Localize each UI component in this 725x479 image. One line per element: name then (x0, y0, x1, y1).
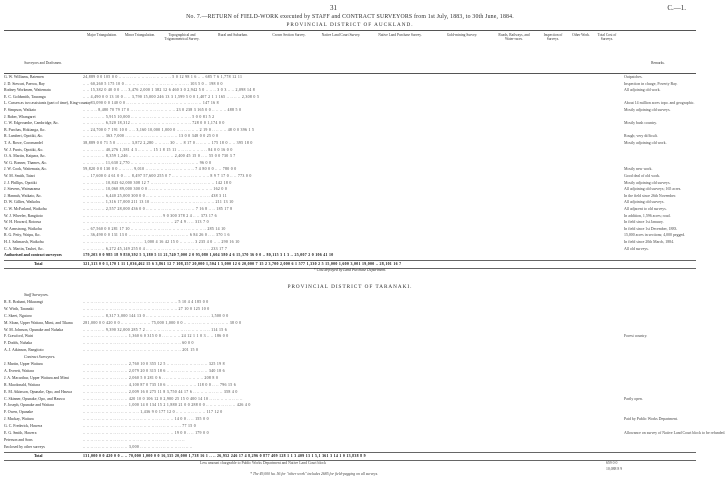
header-col-10: Other Work. (572, 33, 590, 37)
surveyor-name: C. Skeet, Ngatoro (4, 313, 32, 318)
table-row (4, 437, 696, 443)
total-row (4, 453, 696, 459)
row-values: .. .. .. .. .. .. 8,359 1,246 .. .. .. .. .. .. .. .. .. .. .. .. 2,400 45 15 0 .. .. 55 0 0 730 3 7 (83, 154, 236, 159)
footnote-taranaki: * The 49,000 ha. 56 for "other work" includes 2685 for field-pegging on all surveys. (250, 472, 379, 476)
surveyor-name: R. E. Brabant, Hikurangi (4, 299, 43, 304)
taranaki-footer-value1: 659 0 0 (606, 461, 618, 465)
surveyor-name: T. A. Rowe, Coromandel (4, 141, 43, 145)
surveyor-name: J. Hannah, Waikato, &c. (4, 193, 42, 198)
document-code: C.—1. (667, 4, 686, 12)
table-row (4, 239, 696, 245)
table-row (4, 444, 696, 450)
surveyor-name: F. Crawford, Wairi (4, 334, 34, 339)
surveyor-name: Staff Surveyors. (24, 293, 49, 297)
table-row (4, 114, 696, 120)
table-row (4, 186, 696, 192)
header-col-4: Crown Section Survey. (272, 33, 306, 37)
table-row (4, 252, 696, 258)
surveyor-name: J. Baber, Whangarei (4, 114, 36, 119)
row-values: .. .. .. .. .. .. .. .. .. .. .. .. 420 10 0 106 12 0 2,900 25 15 0 400 14 10 .. .. .. .. .. .. .. .. .. (83, 396, 243, 401)
table-row (4, 306, 696, 312)
surveyor-name: Contract Surveyors. (24, 355, 56, 360)
row-values: 59,820 0 0 130 0 0 .. .. .. .. 9,010 .. .. .. .. .. .. .. .. .. .. .. .. .. 7 4 80 0 0 .. .. 780 0 0 (83, 167, 237, 172)
row-values: .. .. .. .. .. .. 10,060 89,000 300 0 0 .. .. .. .. .. .. .. .. .. .. .. .. .. .. .. .. .. 162 0 0 (83, 187, 228, 192)
row-remarks: About 14 million acres topo. and geographic. (624, 101, 695, 106)
header-col-2: Topographical and Trigonometrical Survey. (164, 33, 200, 42)
header-surveyors: Surveyors and Draftsmen. (24, 61, 62, 65)
table-row (4, 416, 696, 422)
table-row (4, 160, 696, 166)
row-values: 38,889 0 0 71 5 0 .. .. .. .. 3,872 2,280 .. .. .. .. 30 .. .. 8 17 0 .. .. .. .. 175 18 0 .. .. 395 18 0 (83, 141, 253, 145)
table-row (4, 153, 696, 159)
surveyor-name: W. M. Johnson, Opunake and Nuhaka (4, 327, 64, 332)
row-remarks: Allowance on survey of Native Land Court block to be refunded. (624, 431, 725, 435)
surveyor-name: A. Everett, Waitara (4, 368, 34, 373)
total-rule-bottom (4, 460, 696, 461)
row-remarks: Mostly new work. (624, 167, 653, 172)
table-row (4, 299, 696, 305)
row-values: .. .. .. .. .. .. 10,843 62,000 308 12 7 .. .. .. .. .. .. .. .. .. .. .. .. .. .. .. .. .. 142 18 0 (83, 180, 232, 185)
table-row (4, 354, 696, 360)
surveyor-name: J. W. Cook, Waitemata, &c. (4, 167, 48, 172)
header-col-11: Total Cost of Surveys. (597, 33, 617, 42)
row-values: .. .. .. .. .. .. .. .. .. .. .. .. .. .. .. .. .. .. .. .. .. .. .. .. 14 0 0 .. .. 155 0 0 (83, 417, 209, 422)
table-row (4, 94, 696, 100)
surveyor-name: R. Macdonald, Waitara (4, 382, 40, 387)
row-values: .. .. .. .. .. .. .. .. .. .. .. .. .. .. .. .. .. .. .. .. .. .. .. .. 19 0 0 .. .. 179 0 0 (83, 431, 209, 435)
surveyor-name: G. C. Frederick, Hawera (4, 424, 43, 429)
row-values: .. .. 83,090 0 0 140 0 0 .. .. .. .. .. .. .. .. .. .. .. .. .. .. .. .. .. .. .. .. 147 16 8 (83, 101, 219, 106)
row-remarks: All adjoining old work. (624, 88, 661, 93)
surveyor-name: F. Simpson, Waikato (4, 108, 37, 112)
table-row (4, 127, 696, 133)
surveyor-name: Peterson and Sons (4, 437, 33, 442)
surveyor-name: E. G. Smith, Hawera (4, 431, 37, 435)
surveyor-name: J. A. Macarthur, Upper Waitara and Mimi (4, 375, 69, 380)
table-row (4, 402, 696, 408)
table-row (4, 226, 696, 232)
taranaki-footer-value2: 10,088 8 9 (606, 467, 623, 471)
row-remarks: Inspection in charge, Poverty Bay. (624, 81, 678, 86)
table-row (4, 389, 696, 395)
surveyor-name: H. J. Saltmarsh, Waikohu (4, 240, 44, 244)
row-values: .. .. 17,600 0 4 61 0 0 .. .. 8,497 57,600 255 0 7 .. .. .. .. .. .. .. .. .. .. 8 9 7 17 0 .. .. 773 0 0 (83, 174, 252, 178)
row-values: .. .. .. .. .. .. .. .. .. .. .. .. .. .. .. 1,436 9 0 177 12 0 .. .. .. .. .. .. .. .. 117 12 0 (83, 410, 223, 415)
row-remarks: All adjacent to old surveys. (624, 207, 667, 211)
surveyor-name: G. W. Williams, Batemen (4, 75, 44, 79)
row-remarks: In field since 1st January. (624, 220, 664, 225)
row-remarks: Mostly bush country. (624, 121, 657, 126)
table-row (4, 100, 696, 106)
surveyor-name: Enclosed by other surveys (4, 444, 45, 449)
row-remarks: Rough; very difficult. (624, 134, 658, 139)
district-auckland-heading: PROVINCIAL DISTRICT OF AUCKLAND. (286, 22, 414, 28)
table-row (4, 375, 696, 381)
table-row (4, 292, 696, 298)
footnote-auckland: * Cost defrayed by Land Purchase Department. (313, 268, 387, 272)
table-row (4, 320, 696, 326)
row-remarks: All adjoining old surveys; 165 acres. (624, 187, 682, 192)
row-values: .. .. .. .. .. .. 9,390 32,000 285 7 2 .. .. .. .. .. .. .. .. .. .. .. .. .. .. .. .. .. 114 15 6 (83, 327, 228, 332)
table-row (4, 409, 696, 415)
header-col-9: Inspection of Surveys. (543, 33, 563, 42)
row-remarks: Mostly adjoining old work. (624, 141, 667, 145)
surveyor-name: C. W. Edgecumbe, Cambridge, &c. (4, 121, 59, 126)
row-values: .. .. .. .. .. .. .. .. .. .. .. .. .. .. .. .. 1,000 4 16 42 15 0 .. .. .. .. 3 235 4 0 .. .. 290 16 10 (83, 240, 240, 244)
header-col-1: Minor Triangulation. (124, 33, 156, 37)
total-label: Total (34, 261, 43, 266)
row-values: .. .. .. .. .. .. .. .. .. .. .. .. .. .. .. .. .. .. .. .. .. .. .. .. .. .. 201 15 0 (83, 348, 199, 353)
row-values: .. .. .. .. .. .. 2,557 28,000 436 0 0 .. .. .. .. .. .. .. .. .. .. .. .. .. 7 16 8 .. .. 185 17 8 (83, 207, 233, 211)
row-values: 281,000 0 0 420 0 0 .. .. .. .. .. .. .. .. 75,000 1,000 0 0 .. .. .. .. .. .. .. .. .. .. .. .. 38 0 0 (83, 320, 242, 325)
table-row (4, 166, 696, 172)
header-col-5: Native Land Court Survey. (321, 33, 361, 37)
header-col-12: Remarks. (651, 61, 665, 65)
surveyor-name: B. Purchas, Hokianga, &c. (4, 127, 46, 132)
total-label: Total (34, 453, 43, 458)
row-values: .. .. .. .. .. .. 5,915 10,000 .. .. .. .. .. .. .. .. .. .. .. .. .. .. .. .. 5 0 0 81 5 2 (83, 114, 215, 119)
row-remarks: 15,000 acres in sections; 4,000 pegged. (624, 233, 686, 238)
row-remarks: Mostly adjoining old surveys. (624, 108, 671, 112)
total-values: 131,000 0 0 420 0 0 .. .. 70,000 1,000 0 0 16,335 20,000 1,738 16 1 .. .. 26,952 246 17 4 8,296 0 877 409 128 1 1 3 409 13 1 5,1 361 3 14 1 0 13,838 8 9 (83, 453, 366, 458)
table-row (4, 213, 696, 219)
surveyor-name: J. Martin, Upper Waitara (4, 362, 43, 366)
taranaki-footer-text: Less amount chargeable to Public Works Department and Native Land Court block (200, 461, 326, 465)
header-col-8: Roads, Railways, and Water-races. (498, 33, 530, 42)
surveyor-name: J. Mackay, Waitara (4, 417, 34, 422)
surveyor-name: M. Sloan, Upper Waitara, Mimi, and Tikana (4, 320, 73, 325)
table-row (4, 219, 696, 225)
surveyor-name: Rodney Workmen, Waitemata (4, 88, 51, 93)
row-values: .. .. 4,490 0 0 13 10 0 .. .. 3,790 15,000 246 13 3 1,599 5 0 0 1,407 2 1 1 165 .. .. .. .. 2,308 0 5 (83, 94, 260, 99)
table-row (4, 313, 696, 319)
surveyor-name: D. W. Gillies, Waikohu (4, 200, 41, 205)
table-row (4, 173, 696, 179)
row-values: .. .. .. .. .. .. 6,272 45,149 255 0 4 .. .. .. .. .. .. .. .. .. .. .. .. .. .. .. .. .. 233 17 7 (83, 246, 228, 251)
surveyor-name: R. Lambert, Opotiki, &c. (4, 134, 44, 139)
table-row (4, 246, 696, 252)
surveyor-name: J. Stevens, Waimarama (4, 187, 41, 192)
row-values: .. .. .. .. .. .. .. .. .. .. .. .. 2,009 16 0 275 11 8 3,750 44 17 6 .. .. .. .. .. .. .. .. 358 4 0 (83, 389, 238, 394)
row-values: .. .. .. .. .. .. 363 7,000 .. .. .. .. .. .. .. .. .. .. .. .. .. .. 13 0 0 348 0 0 25 0 0 (83, 134, 219, 139)
surveyor-name: W. H. Howard, Rotorua (4, 220, 42, 225)
row-remarks: In field since 1st December, 1883. (624, 226, 678, 231)
row-values: .. .. .. .. .. .. .. .. .. .. .. .. 2,079 20 0 315 18 6 .. .. .. .. .. .. .. .. .. .. .. 340 18 6 (83, 368, 225, 373)
table-row (4, 74, 696, 80)
row-values: .. .. .. .. .. .. 11,630 2,770 .. .. .. .. .. .. .. .. .. .. .. .. .. .. .. .. .. .. 96 0 0 (83, 160, 212, 165)
row-values: .. .. .. .. .. .. .. .. .. .. .. .. .. .. .. .. .. .. .. .. .. .. .. .. .. .. .. (83, 437, 185, 442)
surveyor-name: O. A. Martin, Kaipara, &c. (4, 154, 46, 159)
row-values: .. .. .. .. 8,480 70 79 17 0 .. .. .. .. .. .. .. .. .. .. .. .. 23 0 238 3 165 0 0 .. .. .. .. 488 5 0 (83, 108, 242, 112)
row-values: .. .. .. .. .. .. .. .. .. .. .. .. .. .. .. .. .. .. .. .. .. .. .. .. .. .. 77 15 0 (83, 424, 197, 429)
row-remarks: In the field since 26th November. (624, 193, 677, 198)
surveyor-name: W. M. Smith, Taiari (4, 174, 35, 178)
surveyor-name: A. J. Atkinson, Rangitoto (4, 348, 44, 353)
row-values: 179,203 0 0 985 18 9 830,392 5 3,180 5 11 21,740 7,000 2 0 95,080 1,604 580 4 6 15,370 36 0 0 .. 80,115 3 1 3 .. 25,007 2 0 106 41 10 (83, 253, 334, 258)
row-values: .. .. .. .. .. .. .. .. .. .. .. .. .. .. .. .. .. .. .. .. .. .. .. .. .. .. 60 0 0 (83, 341, 194, 346)
surveyor-name: F. Dodds, Nuhaka (4, 341, 33, 346)
row-values: .. .. .. .. .. .. .. .. .. .. .. .. 2,060 5 0 281 0 6 .. .. .. .. .. .. .. .. .. .. .. 208 8 0 (83, 375, 219, 380)
row-values: .. .. 24,700 0 7 191 10 0 .. .. 3,160 10,000 1,000 0 .. .. .. .. .. .. 2 19 0 .. .. .. .. 48 0 0 396 1 5 (83, 127, 255, 132)
surveyor-name: W. Armstrong, Waikohu (4, 226, 42, 231)
row-values: .. .. .. .. .. .. .. .. .. .. .. .. 3,000 .. .. .. .. .. .. .. .. .. .. .. .. .. .. (83, 444, 193, 449)
table-row (4, 327, 696, 333)
row-values: .. .. .. .. .. .. .. .. .. .. .. .. 1,000 14 0 134 15 2 1,880 21 0 0 288 0 0 .. .. .. .. .. .. .. .. 426 4 0 (83, 403, 251, 408)
row-values: .. .. .. .. .. .. .. .. .. .. .. .. .. .. .. .. .. .. .. .. .. .. .. .. .. 5 10 4 4 185 0 0 (83, 299, 209, 304)
table-row (4, 333, 696, 339)
row-values: .. .. .. .. .. .. .. .. .. .. .. .. 4,100 87 0 735 10 6 .. .. .. .. .. .. .. .. 118 0 0 .. .. 796 15 6 (83, 382, 237, 387)
table-row (4, 120, 696, 126)
surveyor-name: E. C. Goldsmith, Tauranga (4, 94, 46, 99)
total-row (4, 261, 696, 267)
surveyor-name: E. M. Atkinson, Opunake, Opo, and Hauwa (4, 389, 72, 394)
row-values: .. .. .. .. .. .. 6,440 25,000 300 0 0 .. .. .. .. .. .. .. .. .. .. .. .. .. .. .. .. .. 438 3 11 (83, 193, 228, 198)
table-row (4, 361, 696, 367)
surveyor-name: R. G. Petty, Waipu, &c. (4, 233, 41, 238)
row-values: .. .. .. .. .. .. 6,520 18,312 .. .. .. .. .. .. .. .. .. .. .. .. .. .. .. .. 728 0 0 1,174 0 0 (83, 121, 225, 126)
surveyor-name: C. W. McFarland, Waikohu (4, 207, 47, 211)
table-row (4, 396, 696, 402)
surveyor-name: W. G. Bonner, Thames, &c. (4, 160, 48, 165)
row-values: .. .. .. .. .. .. .. .. .. .. .. .. 2,760 10 0 355 12 5 .. .. .. .. .. .. .. .. .. .. .. 325 19 8 (83, 362, 225, 366)
table-row (4, 368, 696, 374)
row-remarks: Partly open. (624, 396, 643, 401)
row-remarks: Paid by Public Works Department. (624, 417, 678, 422)
surveyor-name: C. Skinner, Opunake, Opo, and Hauwa (4, 396, 65, 401)
row-values: 24,889 0 0 105 0 0 .. .. .. .. .. .. .. .. .. .. .. .. .. .. 5 0 12 98 1 6 .. .. 685 7 6 1,778 12 11 (83, 75, 243, 79)
header-col-7: Gold-mining Survey. (446, 33, 478, 37)
row-values: .. .. 67,560 0 0 281 17 10 .. .. .. .. .. .. .. .. .. .. .. .. .. .. .. .. .. .. .. .. 285 14 10 (83, 226, 226, 231)
total-values: 321,313 0 0 1,170 1 11 1,036,462 15 6 3,861 12 7 108,157 20,000 1,504 1 5,000 12 6 20,000 7 15 2 3,700 2,000 6 1 577 1,330 2 5 15,000 1,600 3,001 19,000 .. 28,101 16 7 (83, 261, 402, 266)
row-values: .. .. .. .. .. .. 40,276 1,581 4 3 .. .. .. .. 15 1 8 15 11 .. .. .. .. .. .. .. .. 84 0 0 16 0 0 (83, 147, 233, 152)
row-values: .. .. 15,382 0 40 0 0 .. .. 3,476 2,000 1 382 12 6 460 3 0 2,942 5 0 .. .. .. 3 0 3 .. .. 2,098 14 8 (83, 88, 256, 93)
row-values: .. .. 36,490 0 0 131 13 0 .. .. .. .. .. .. .. .. .. .. .. .. .. .. .. .. 6 84 26 0 .. .. 370 1 6 (83, 233, 230, 238)
row-remarks: Good deal of old work. (624, 174, 661, 178)
table-row (4, 206, 696, 212)
table-header (4, 30, 696, 74)
row-values: .. .. .. .. .. .. 8,317 3,000 144 13 0 .. .. .. .. .. .. .. .. .. .. .. .. .. .. .. .. .. 1,500 0 0 (83, 313, 229, 318)
surveyor-name: W. J. Wheeler, Rangitoto (4, 213, 43, 218)
page-number: 31 (330, 4, 337, 12)
table-row (4, 147, 696, 153)
table-row (4, 140, 696, 146)
header-col-6: Native Land Purchase Survey. (378, 33, 422, 37)
table-row (4, 107, 696, 113)
table-row (4, 347, 696, 353)
surveyor-name: F. Joseph, Opunake and Waitara (4, 403, 54, 408)
table-row (4, 382, 696, 388)
row-remarks: Mostly adjoining old surveys. (624, 180, 671, 185)
surveyor-name: W. J. Parris, Opotiki, &c. (4, 147, 44, 152)
surveyor-name: F. Owen, Opunake (4, 410, 34, 415)
page-title: No. 7.—RETURN of FIELD-WORK executed by STAFF and CONTRACT SURVEYORS from 1st July, 1883, to 30th June, 1884. (186, 14, 514, 20)
table-row (4, 423, 696, 429)
table-row (4, 180, 696, 186)
surveyor-name: J. D. Stewart, Paeroa, Bay (4, 81, 45, 86)
table-row (4, 87, 696, 93)
row-remarks: Forest country. (624, 334, 648, 339)
surveyor-name: Authorised and contract surveyors (4, 253, 62, 258)
table-row (4, 133, 696, 139)
row-values: .. .. .. .. .. .. .. .. .. .. .. .. 1,360 6 0 315 0 0 .. .. .. .. .. 24 12 1 1 0 3 .. .. 186 0 0 (83, 334, 229, 339)
table-row (4, 340, 696, 346)
row-remarks: Outpatches. (624, 75, 643, 79)
row-values: .. .. .. .. .. .. .. .. .. .. .. .. .. .. .. .. .. .. .. .. .. 9 0 300 378 2 4 .. .. 373 17 6 (83, 213, 217, 218)
row-values: .. .. 60,260 5 175 10 0 .. .. .. .. .. .. .. .. .. .. .. .. .. .. .. .. .. 103 5 0 .. 198 0 0 (83, 81, 223, 86)
row-remarks: All adjoining old surveys. (624, 200, 665, 205)
row-remarks: In field since 20th March, 1884. (624, 240, 675, 244)
surveyor-name: J. J. Phillips, Opotiki (4, 180, 37, 185)
row-values: .. .. .. .. .. .. .. .. .. .. .. .. .. .. .. .. .. .. .. .. .. .. .. .. .. 27 10 0 125 10 0 (83, 306, 210, 311)
table-row (4, 430, 725, 436)
district-taranaki-heading: PROVINCIAL DISTRICT OF TARANAKI. (287, 284, 413, 290)
table-row (4, 199, 696, 205)
table-row (4, 232, 696, 238)
row-remarks: All old surveys. (624, 246, 649, 251)
header-col-0: Major Triangulation. (87, 33, 117, 37)
surveyor-name: W. Wirth, Taranaki (4, 306, 34, 311)
table-row (4, 81, 696, 87)
row-values: .. .. .. .. .. .. 1,316 17,000 211 13 10 .. .. .. .. .. .. .. .. .. .. .. .. .. .. .. .. .. 211 13 10 (83, 200, 234, 205)
row-values: .. .. .. .. .. .. .. .. .. .. .. .. .. .. .. .. .. .. .. .. .. .. .. .. 27 4 9 .. .. 313 7 0 (83, 220, 209, 225)
header-col-3: Rural and Suburban. (218, 33, 248, 37)
surveyor-name: L. Cussen as two assistants (part of time), King-country (4, 101, 91, 106)
row-remarks: In addition, 1,596 acres; road. (624, 213, 671, 218)
surveyor-name: C. A. Martin, Tauhei, &c. (4, 246, 44, 251)
table-row (4, 193, 696, 199)
